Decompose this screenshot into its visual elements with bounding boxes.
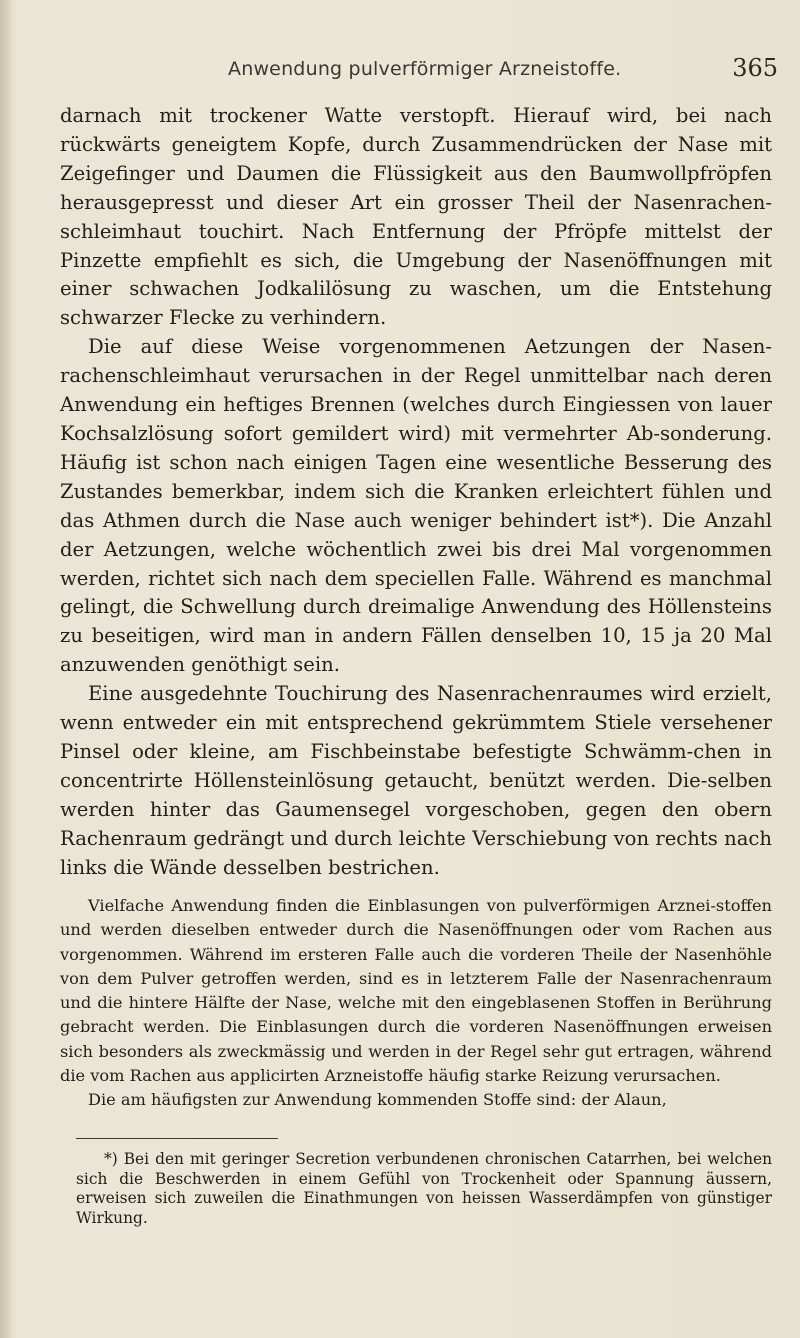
- footnote: [76, 1150, 772, 1228]
- paragraph-aetzungen: Die auf diese Weise vorgenommenen Aetzungen der Nasen-rachenschleimhaut verursachen in der Regel unmittelbar nach deren Anwendung ein heftiges Brennen (welches durch Eingiessen von lauer Kochsalzlösung sofort gemildert wird) mit vermehrter Ab-sonderung. Häufig ist schon nach einigen Tagen eine wesentliche Besserung des Zustandes bemerkbar, indem sich die Kranken erleichtert fühlen und das Athmen durch die Nase auch weniger behindert ist*). Die Anzahl der Aetzungen, welche wöchentlich zwei bis drei Mal vorgenommen werden, richtet sich nach dem speciellen Falle. Während es manchmal gelingt, die Schwellung durch dreimalige Anwendung des Höllensteins zu beseitigen, wird man in andern Fällen denselben 10, 15 ja 20 Mal anzuwenden genöthigt sein.: [60, 335, 772, 677]
- footnote-text: *) Bei den mit geringer Secretion verbundenen chronischen Catarrhen, bei welchen sich die Beschwerden in einem Gefühl von Trockenheit oder Spannung äussern, erweisen sich zuweilen die Einathmungen von heissen Wasserdämpfen von günstiger Wirkung.: [76, 1150, 772, 1227]
- paragraph-stoffe: Die am häufigsten zur Anwendung kommenden Stoffe sind: der Alaun,: [88, 1090, 667, 1110]
- running-header: [60, 54, 780, 98]
- footnote-divider: [76, 1138, 278, 1139]
- paragraph-continuation: darnach mit trockener Watte verstopft. Hierauf wird, bei nach rückwärts geneigtem Kopfe, durch Zusammendrücken der Nase mit Zeigefinger und Daumen die Flüssigkeit aus den Baumwollpfröpfen herausgepresst und dieser Art ein grosser Theil der Nasenrachen-schleimhaut touchirt. Nach Entfernung der Pfröpfe mittelst der Pinzette empfiehlt es sich, die Umgebung der Nasenöffnungen mit einer schwachen Jodkalilösung zu waschen, um die Entstehung schwarzer Flecke zu verhindern.: [60, 104, 772, 330]
- paragraph-einblasungen: Vielfache Anwendung finden die Einblasungen von pulverförmigen Arznei-stoffen und werden dieselben entweder durch die Nasenöffnungen oder vom Rachen aus vorgenommen. Während im ersteren Falle auch die vorderen Theile der Nasenhöhle von dem Pulver getroffen werden, sind es in letzterem Falle der Nasenrachenraum und die hintere Hälfte der Nase, welche mit den eingeblasenen Stoffen in Berührung gebracht werden. Die Einblasungen durch die vorderen Nasenöffnungen erweisen sich besonders als zweckmässig und werden in der Regel sehr gut ertragen, während die vom Rachen aus applicirten Arzneistoffe häufig starke Reizung verursachen.: [60, 896, 772, 1086]
- paragraph-touchirung: Eine ausgedehnte Touchirung des Nasenrachenraumes wird erzielt, wenn entweder ein mit entsprechend gekrümmtem Stiele versehener Pinsel oder kleine, am Fischbeinstabe befestigte Schwämm-chen in concentrirte Höllensteinlösung getaucht, benützt werden. Die-selben werden hinter das Gaumensegel vorgeschoben, gegen den obern Rachenraum gedrängt und durch leichte Verschiebung von rechts nach links die Wände desselben bestrichen.: [60, 682, 772, 879]
- small-print-block: [60, 894, 772, 1113]
- main-text-block: [60, 102, 772, 882]
- page-gutter-shadow: [0, 0, 12, 1338]
- page-number: 365: [732, 54, 778, 82]
- running-title: Anwendung pulverförmiger Arzneistoffe.: [228, 58, 622, 80]
